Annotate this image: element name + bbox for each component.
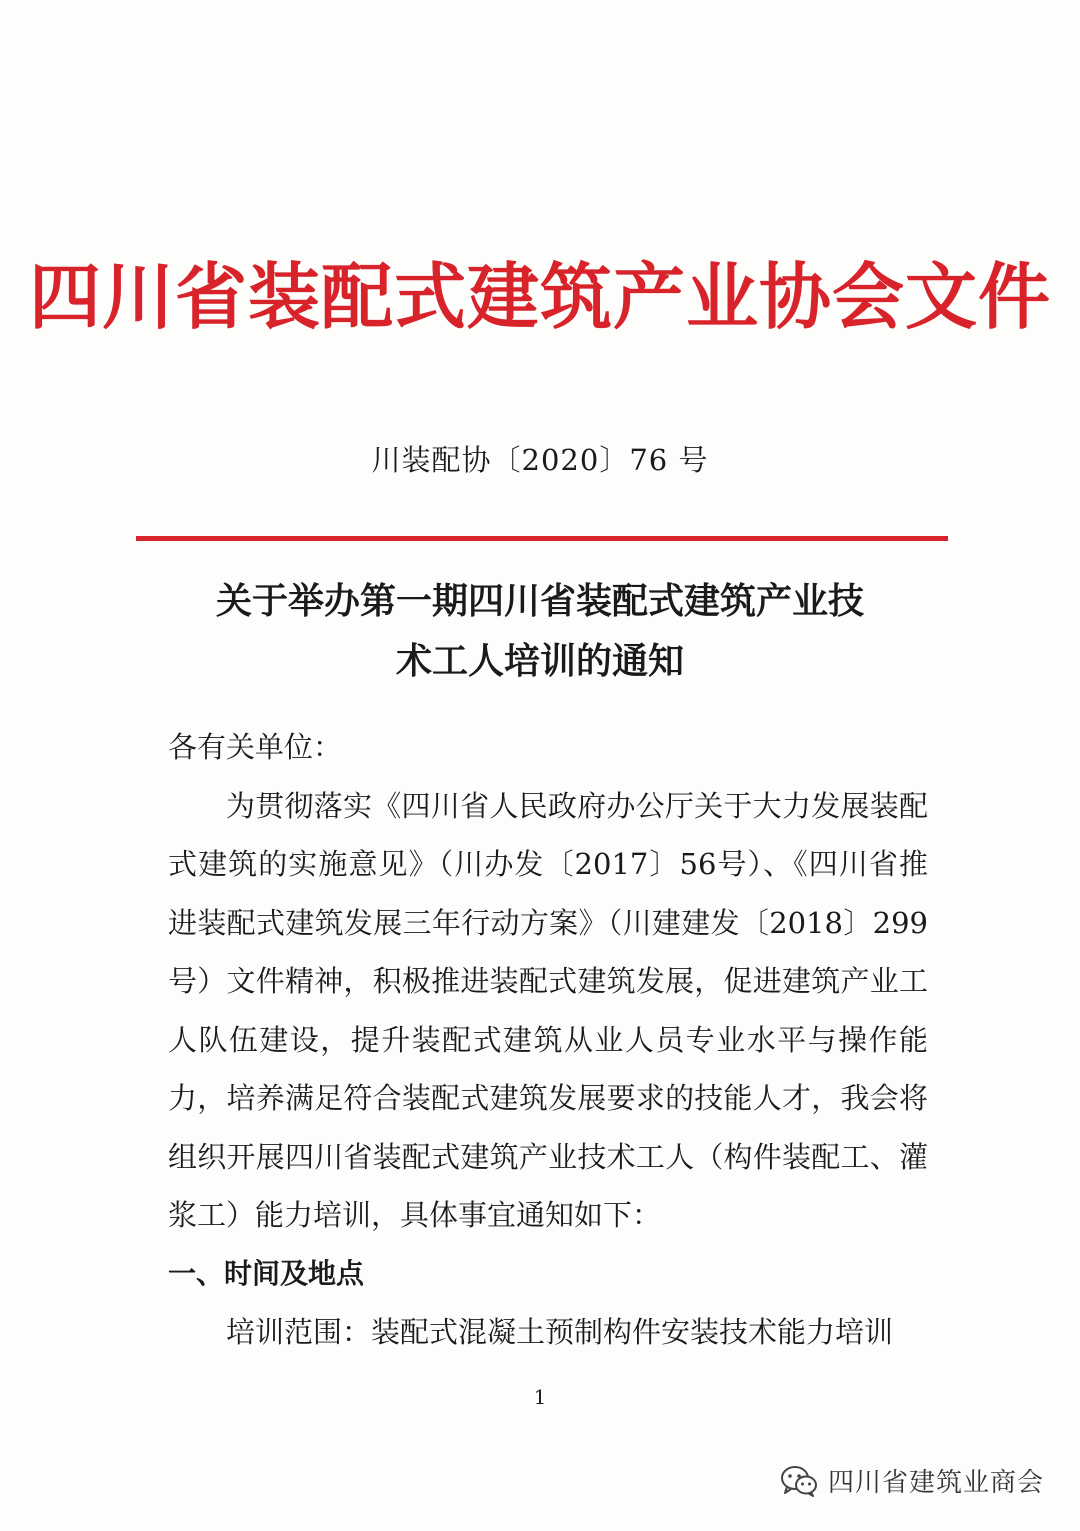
training-scope-line: 培训范围：装配式混凝土预制构件安装技术能力培训 bbox=[226, 1315, 894, 1349]
watermark-text: 四川省建筑业商会 bbox=[827, 1468, 1044, 1498]
wechat-icon bbox=[780, 1465, 818, 1497]
notice-title-line-1: 关于举办第一期四川省装配式建筑产业技 bbox=[215, 581, 864, 622]
notice-body bbox=[168, 718, 928, 1362]
wechat-watermark bbox=[780, 1462, 1044, 1499]
notice-title-line-2: 术工人培训的通知 bbox=[395, 641, 684, 682]
salutation: 各有关单位： bbox=[168, 730, 343, 764]
notice-title bbox=[150, 572, 930, 692]
section-heading: 一、时间及地点 bbox=[168, 1256, 365, 1290]
red-divider-line bbox=[136, 536, 948, 541]
page-number: 1 bbox=[533, 1385, 547, 1409]
document-number: 川装配协〔2020〕76 号 bbox=[371, 443, 709, 477]
body-paragraph: 为贯彻落实《四川省人民政府办公厅关于大力发展装配式建筑的实施意见》（川办发〔2017〕56号）、《四川省推进装配式建筑发展三年行动方案》（川建建发〔2018〕299号）文件精神，积极推进装配式建筑发展，促进建筑产业工人队伍建设，提升装配式建筑从业人员专业水平与操作能力，培养满足符合装配式建筑发展要求的技能人才，我会将组织开展四川省装配式建筑产业技术工人（构件装配工、灌浆工）能力培训，具体事宜通知如下： bbox=[168, 788, 928, 1232]
org-header-title: 四川省装配式建筑产业协会文件 bbox=[28, 255, 1051, 339]
